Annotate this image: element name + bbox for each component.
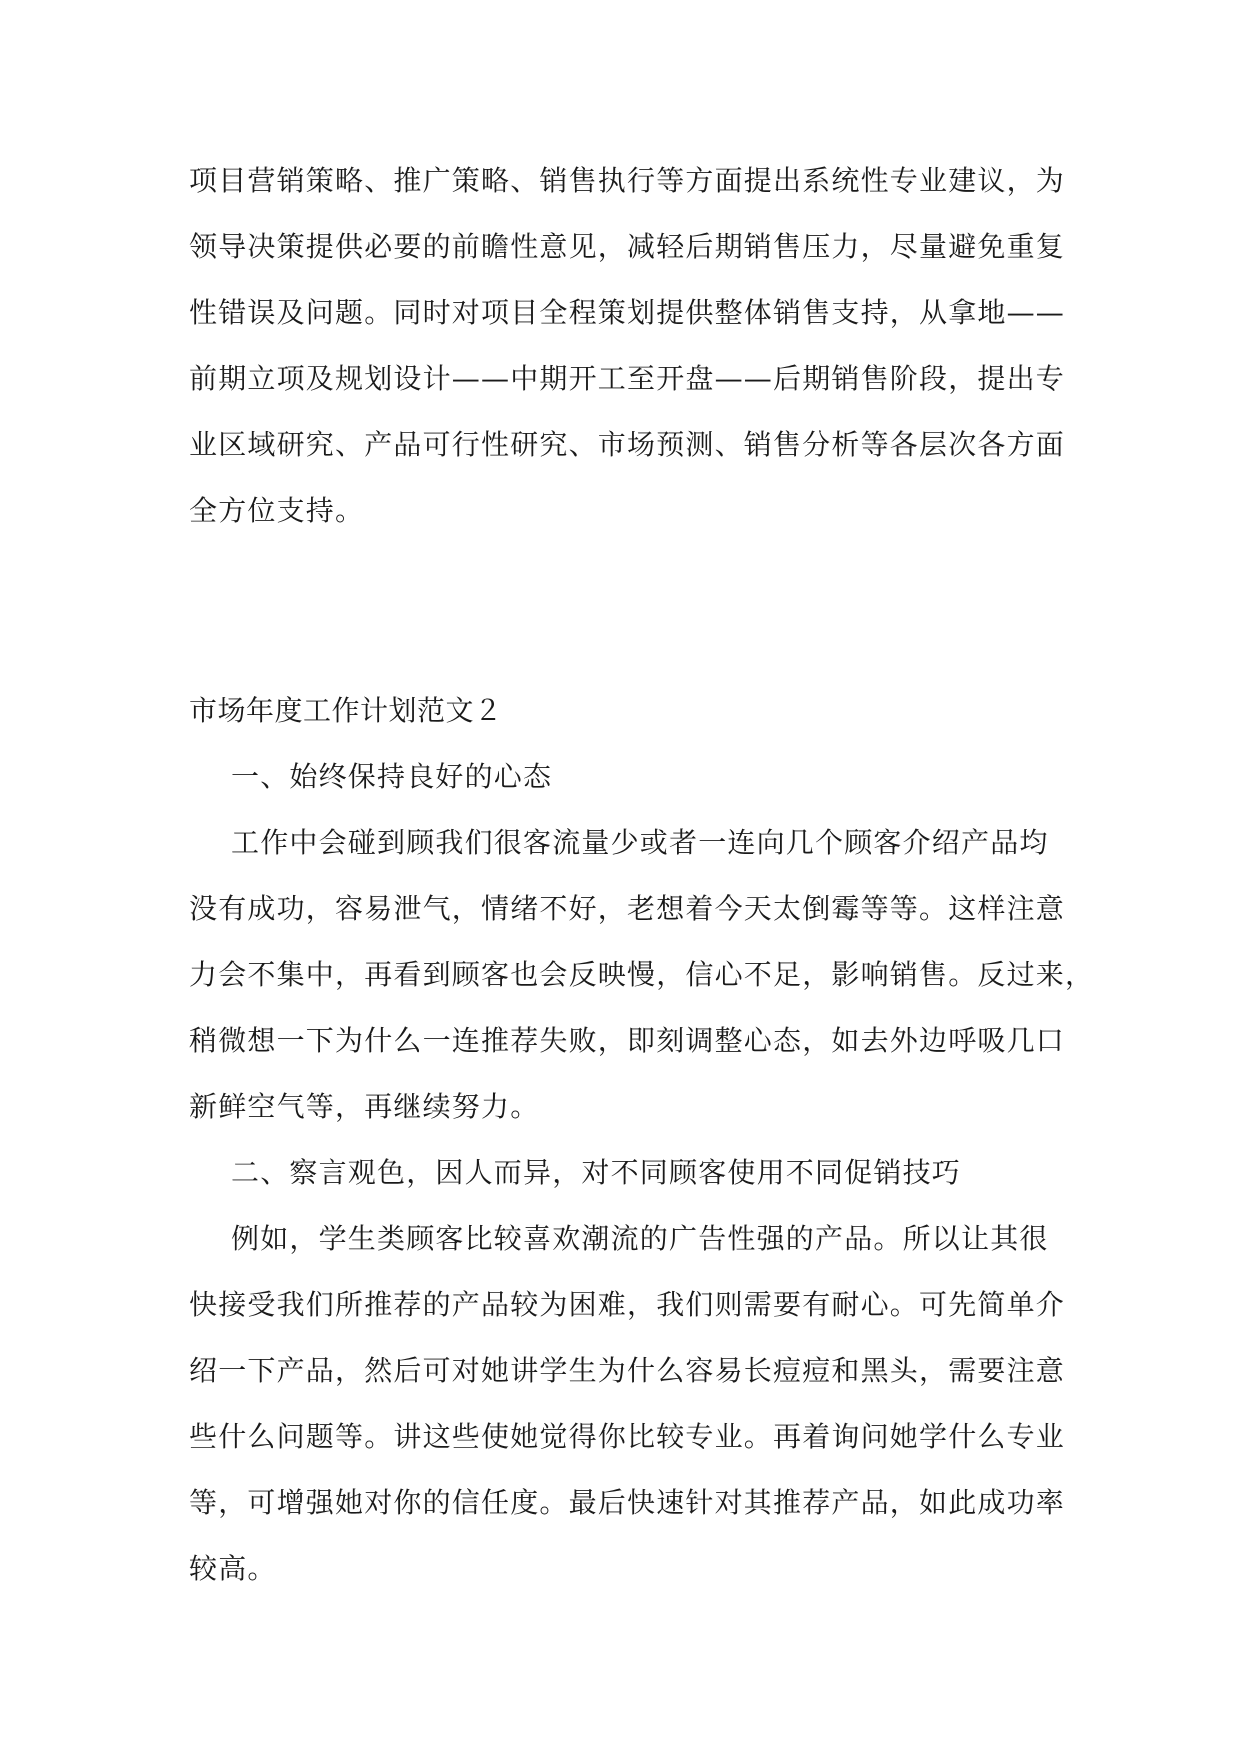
subheading-observe-customers: 二、察言观色，因人而异，对不同顾客使用不同促销技巧 [231, 1156, 962, 1189]
text-line: 工作中会碰到顾我们很客流量少或者一连向几个顾客介绍产品均 [231, 826, 1049, 859]
text-line: 较高。 [189, 1552, 277, 1585]
text-line: 领导决策提供必要的前瞻性意见，减轻后期销售压力，尽量避免重复 [189, 230, 1066, 263]
text-line: 业区域研究、产品可行性研究、市场预测、销售分析等各层次各方面 [189, 428, 1066, 461]
text-line: 些什么问题等。讲这些使她觉得你比较专业。再着询问她学什么专业 [189, 1420, 1066, 1453]
text-line: 力会不集中，再看到顾客也会反映慢，信心不足，影响销售。反过来， [189, 958, 1095, 991]
text-line: 等，可增强她对你的信任度。最后快速针对其推荐产品，如此成功率 [189, 1486, 1066, 1519]
text-line: 项目营销策略、推广策略、销售执行等方面提出系统性专业建议，为 [189, 164, 1066, 197]
paragraph-student-customers [189, 1206, 1066, 1602]
paragraph-sales-support [189, 148, 1066, 544]
text-line: 前期立项及规划设计——中期开工至开盘——后期销售阶段，提出专 [189, 362, 1066, 395]
paragraph-mindset [189, 810, 1095, 1140]
text-line: 全方位支持。 [189, 494, 365, 527]
text-line: 例如，学生类顾客比较喜欢潮流的广告性强的产品。所以让其很 [231, 1222, 1049, 1255]
section-work-plan-2 [189, 678, 1095, 1602]
subheading-mindset: 一、始终保持良好的心态 [231, 760, 553, 793]
text-line: 性错误及问题。同时对项目全程策划提供整体销售支持，从拿地—— [189, 296, 1066, 329]
text-line: 快接受我们所推荐的产品较为困难，我们则需要有耐心。可先简单介 [189, 1288, 1066, 1321]
text-line: 绍一下产品，然后可对她讲学生为什么容易长痘痘和黑头，需要注意 [189, 1354, 1066, 1387]
text-line: 稍微想一下为什么一连推荐失败，即刻调整心态，如去外边呼吸几口 [189, 1024, 1066, 1057]
text-line: 新鲜空气等，再继续努力。 [189, 1090, 540, 1123]
section-title: 市场年度工作计划范文２ [189, 694, 503, 727]
text-line: 没有成功，容易泄气，情绪不好，老想着今天太倒霉等等。这样注意 [189, 892, 1066, 925]
